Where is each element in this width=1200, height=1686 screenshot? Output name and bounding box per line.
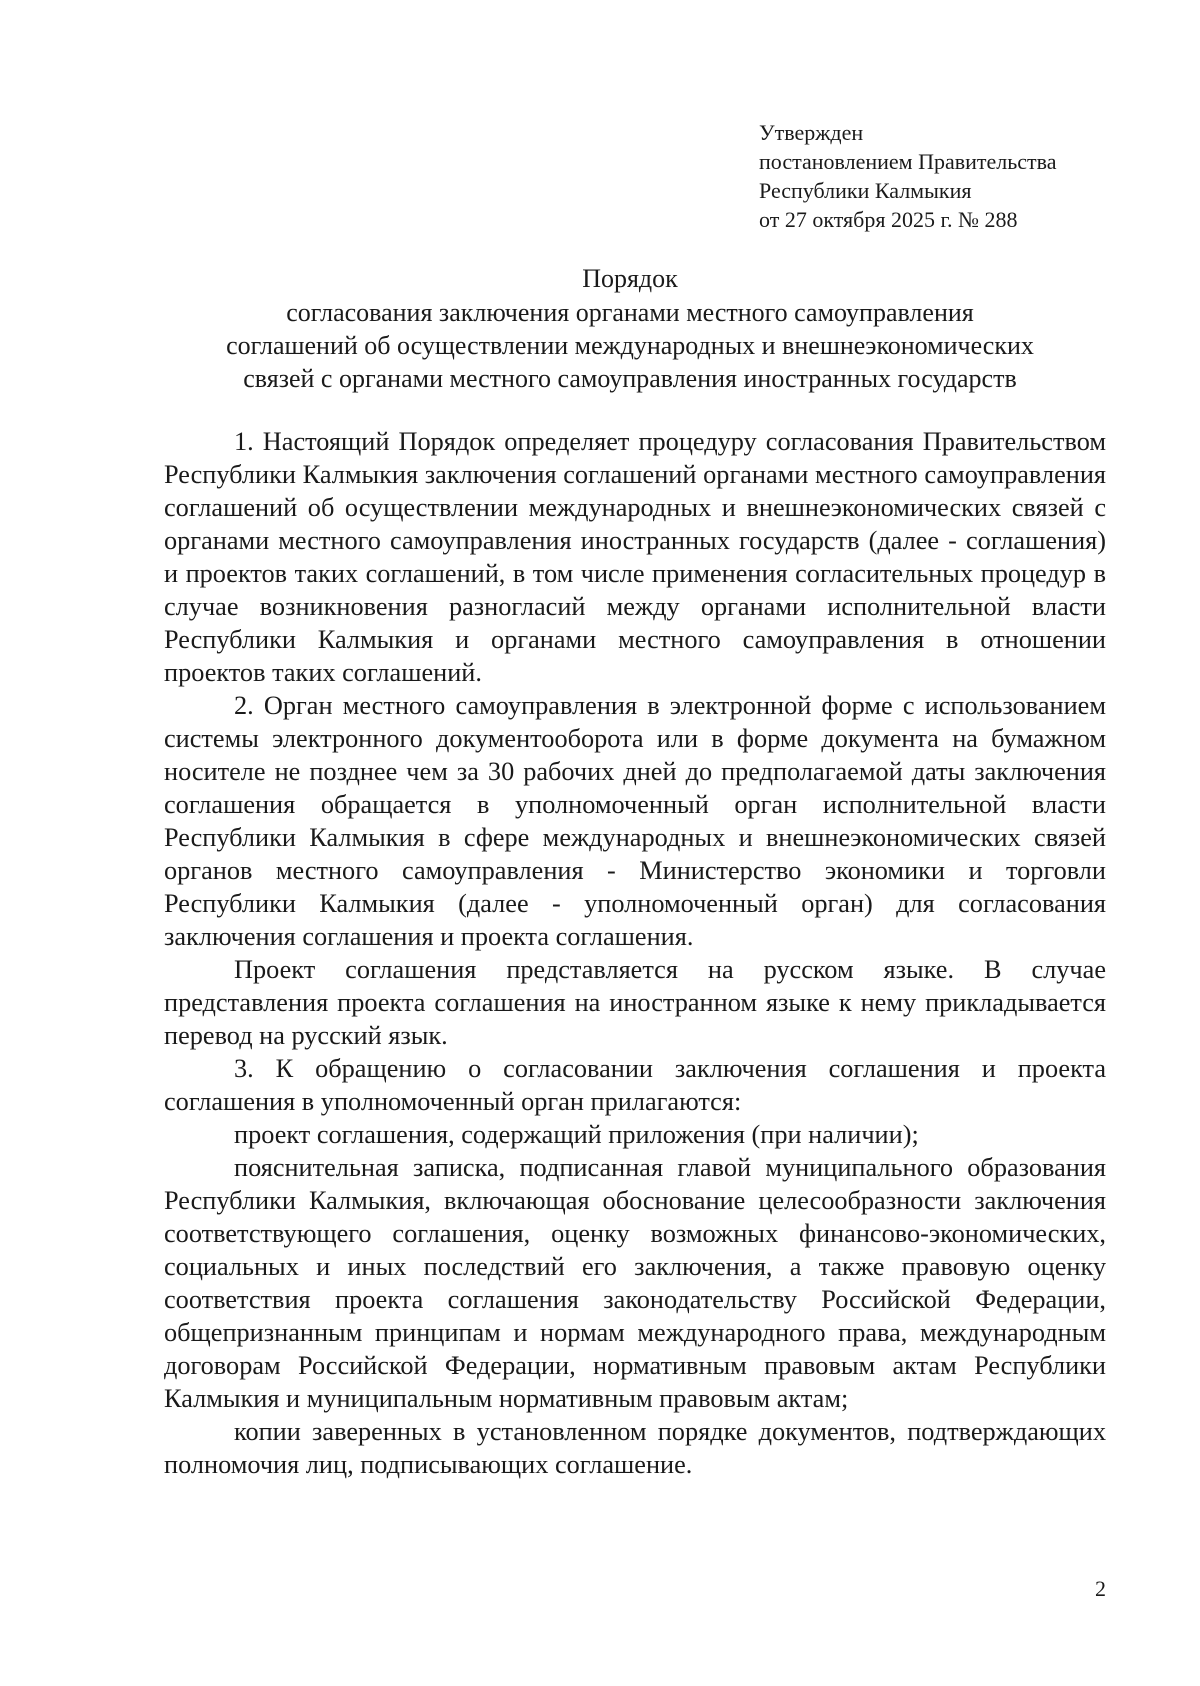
title-line: соглашений об осуществлении международных и внешнеэкономических: [226, 331, 1034, 360]
page-number: 2: [1095, 1576, 1106, 1601]
paragraph-1: 1. Настоящий Порядок определяет процедуру согласования Правительством Республики Калмыкия заключения соглашений органами местного самоуправления соглашений об осуществлении международных и внешнеэкономических связей с органами местного самоуправления иностранных государств (далее - соглашения) и проектов таких соглашений, в том числе применения согласительных процедур в случае возникновения разногласий между органами исполнительной власти Республики Калмыкия и органами местного самоуправления в отношении проектов таких соглашений.: [164, 427, 1106, 687]
approval-line-approved: Утвержден: [759, 120, 864, 145]
paragraph-3: 3. К обращению о согласовании заключения соглашения и проекта соглашения в уполномоченный орган прилагаются:: [164, 1054, 1106, 1116]
title-line: связей с органами местного самоуправления иностранных государств: [243, 364, 1017, 393]
title-heading: Порядок: [582, 264, 678, 293]
paragraph-2-language: Проект соглашения представляется на русском языке. В случае представления проекта соглашения на иностранном языке к нему прикладывается перевод на русский язык.: [164, 955, 1106, 1050]
document-body: [164, 425, 1106, 1481]
approval-line-date: от 27 октября 2025 г. № 288: [759, 207, 1018, 232]
approval-stamp: [759, 118, 1057, 234]
attachment-item: проект соглашения, содержащий приложения (при наличии);: [234, 1120, 919, 1149]
document-title: [160, 262, 1100, 395]
approval-line-republic: Республики Калмыкия: [759, 178, 972, 203]
approval-line-resolution: постановлением Правительства: [759, 149, 1057, 174]
attachment-item: пояснительная записка, подписанная главой муниципального образования Республики Калмыкия, включающая обоснование целесообразности заключения соответствующего соглашения, оценку возможных финансово-экономических, социальных и иных последствий его заключения, а также правовую оценку соответствия проекта соглашения законодательству Российской Федерации, общепризнанным принципам и нормам международного права, международным договорам Российской Федерации, нормативным правовым актам Республики Калмыкия и муниципальным нормативным правовым актам;: [164, 1153, 1106, 1413]
paragraph-2: 2. Орган местного самоуправления в электронной форме с использованием системы электронного документооборота или в форме документа на бумажном носителе не позднее чем за 30 рабочих дней до предполагаемой даты заключения соглашения обращается в уполномоченный орган исполнительной власти Республики Калмыкия в сфере международных и внешнеэкономических связей органов местного самоуправления - Министерство экономики и торговли Республики Калмыкия (далее - уполномоченный орган) для согласования заключения соглашения и проекта соглашения.: [164, 691, 1106, 951]
title-line: согласования заключения органами местного самоуправления: [286, 298, 974, 327]
attachment-item: копии заверенных в установленном порядке документов, подтверждающих полномочия лиц, подписывающих соглашение.: [164, 1417, 1106, 1479]
